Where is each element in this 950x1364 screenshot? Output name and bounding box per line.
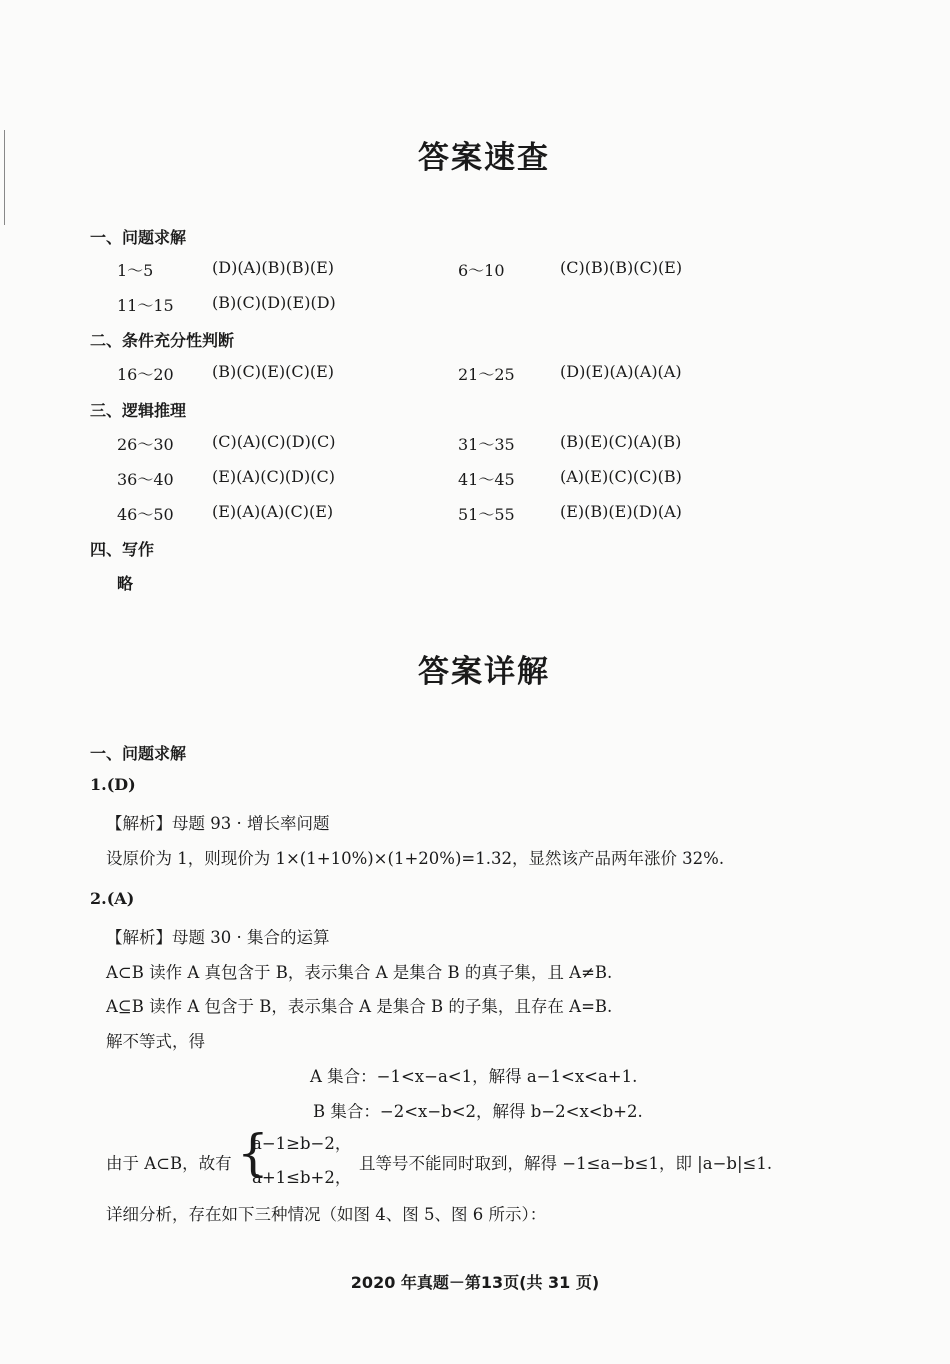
answer-set: (C)(B)(B)(C)(E) <box>560 258 683 277</box>
range-label: 46～50 <box>117 505 174 524</box>
answer-set: (C)(A)(C)(D)(C) <box>212 432 336 451</box>
question-1-answer: 1.(D) <box>90 775 136 794</box>
range-label: 36～40 <box>117 470 174 489</box>
section-logic: 三、逻辑推理 <box>90 401 187 420</box>
answer-row <box>0 293 950 317</box>
range-label: 41～45 <box>458 470 515 489</box>
section-problem-solving: 一、问题求解 <box>90 228 187 247</box>
writing-answer: 略 <box>117 574 134 593</box>
range-label: 51～55 <box>458 505 515 524</box>
range-label: 1～5 <box>117 261 154 280</box>
answer-row <box>0 432 950 456</box>
detailed-answers-title: 答案详解 <box>418 654 550 690</box>
answer-row <box>0 502 950 526</box>
answer-set: (E)(A)(A)(C)(E) <box>212 502 334 521</box>
answer-set: (B)(E)(C)(A)(B) <box>560 432 682 451</box>
range-label: 31～35 <box>458 435 515 454</box>
question-1-analysis: 【解析】母题 93 · 增长率问题 <box>106 814 330 833</box>
question-2-answer: 2.(A) <box>90 889 135 908</box>
range-label: 26～30 <box>117 435 174 454</box>
answer-set: (B)(C)(D)(E)(D) <box>212 293 336 312</box>
answer-set: (D)(A)(B)(B)(E) <box>212 258 334 277</box>
question-2-detail: 详细分析，存在如下三种情况（如图 4、图 5、图 6 所示）： <box>106 1205 547 1224</box>
answer-set: (E)(A)(C)(D)(C) <box>212 467 335 486</box>
section-writing: 四、写作 <box>90 540 155 559</box>
answer-row <box>0 258 950 282</box>
section-sufficiency: 二、条件充分性判断 <box>90 331 235 350</box>
range-label: 11～15 <box>117 296 174 315</box>
detail-section-problem-solving: 一、问题求解 <box>90 744 187 763</box>
page-footer: 2020 年真题－第13页(共 31 页) <box>350 1273 600 1292</box>
answer-set: (A)(E)(C)(C)(B) <box>560 467 682 486</box>
system-inequality-2: a+1≤b+2， <box>252 1168 352 1187</box>
question-2-since: 由于 A⊂B，故有 <box>106 1154 232 1173</box>
answer-set: (B)(C)(E)(C)(E) <box>212 362 335 381</box>
question-2-system <box>106 1124 866 1190</box>
question-1-explanation: 设原价为 1，则现价为 1×(1+10%)×(1+20%)=1.32，显然该产品两年涨价 32%. <box>106 849 725 868</box>
quick-answers-title: 答案速查 <box>418 140 550 176</box>
question-2-line-1: A⊂B 读作 A 真包含于 B，表示集合 A 是集合 B 的真子集，且 A≠B. <box>106 963 613 982</box>
range-label: 21～25 <box>458 365 515 384</box>
writing-row <box>0 571 950 595</box>
question-2-line-2: A⊆B 读作 A 包含于 B，表示集合 A 是集合 B 的子集，且存在 A=B. <box>106 997 613 1016</box>
answer-row <box>0 467 950 491</box>
answer-row <box>0 362 950 386</box>
question-2-equation-a: A 集合：−1<x−a<1，解得 a−1<x<a+1. <box>310 1067 638 1086</box>
question-2-line-3: 解不等式，得 <box>106 1032 205 1051</box>
answer-set: (D)(E)(A)(A)(A) <box>560 362 682 381</box>
answer-set: (E)(B)(E)(D)(A) <box>560 502 682 521</box>
left-brace: { <box>237 1124 269 1182</box>
question-2-result: 且等号不能同时取到，解得 −1≤a−b≤1，即 |a−b|≤1. <box>359 1154 773 1173</box>
question-2-analysis: 【解析】母题 30 · 集合的运算 <box>106 928 330 947</box>
range-label: 16～20 <box>117 365 174 384</box>
system-inequality-1: a−1≥b−2， <box>252 1134 352 1153</box>
range-label: 6～10 <box>458 261 505 280</box>
question-2-equation-b: B 集合：−2<x−b<2，解得 b−2<x<b+2. <box>313 1102 643 1121</box>
